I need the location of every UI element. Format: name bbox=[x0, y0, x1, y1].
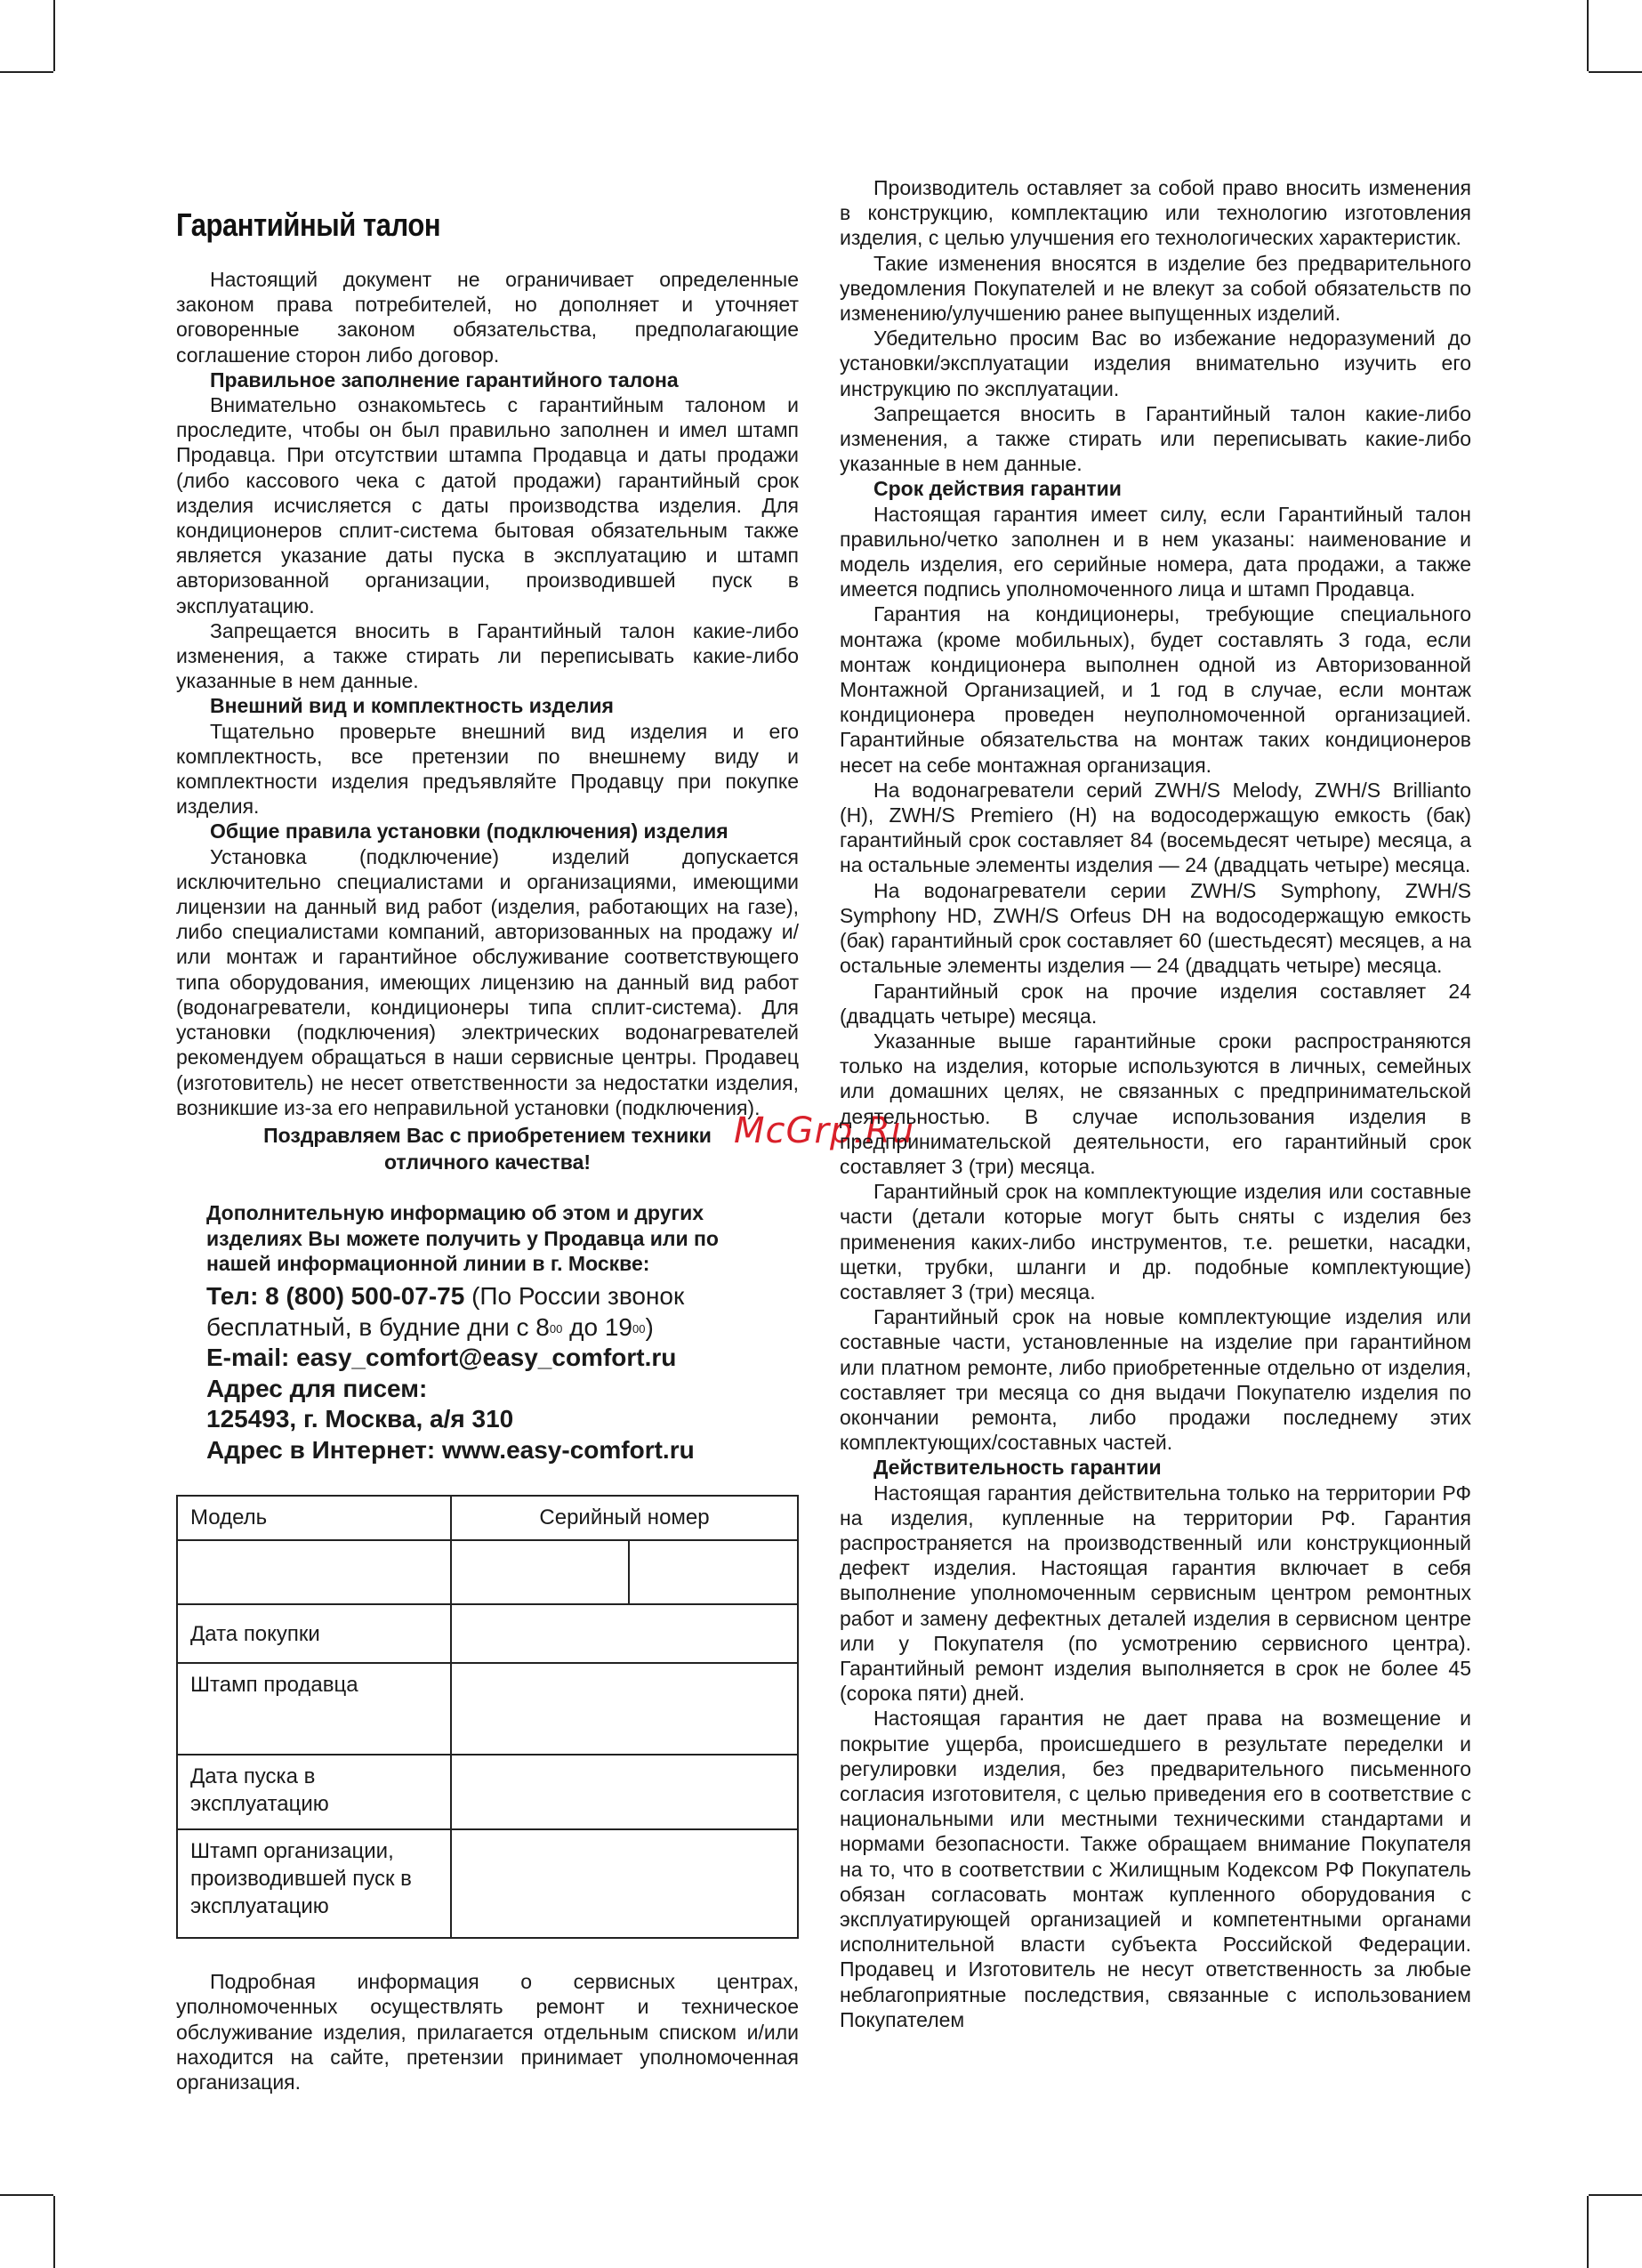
paragraph: Гарантийный срок на комплектующие изделия или составные части (детали которые могут быть сняты с изделия без применения каких-либо инструментов, т.е. решетки, насадки, щетки, трубки, шланги и др. подобные комплектующие) составляет 3 (три) месяца. bbox=[840, 1180, 1471, 1303]
serial-field-1[interactable] bbox=[451, 1540, 629, 1604]
phone-hours-text: ) bbox=[645, 1312, 654, 1341]
paragraph: Убедительно просим Вас во избежание недоразумений до установки/эксплуатации изделия внимательно изучить его инструкцию по эксплуатации. bbox=[840, 327, 1471, 400]
paragraph: Гарантийный срок на прочие изделия составляет 24 (двадцать четыре) месяца. bbox=[840, 979, 1471, 1028]
hour-to-sup: 00 bbox=[632, 1321, 646, 1336]
launch-date-line: эксплуатацию bbox=[190, 1792, 329, 1816]
paragraph: Производитель оставляет за собой право вносить изменения в конструкцию, комплектацию или технологию изготовления изделия, с целью улучшения его технологических характеристик. bbox=[840, 176, 1471, 250]
paragraph: Настоящий документ не ограничивает определенные законом права потребителей, но дополняет и уточняет оговоренные законом обязательства, предполагающие соглашение сторон либо договор. bbox=[176, 268, 799, 367]
paragraph: Такие изменения вносятся в изделие без предварительного уведомления Покупателей и не влекут за собой обязательств по изменению/улучшению ранее выпущенных изделий. bbox=[840, 251, 1471, 326]
launch-date-label bbox=[177, 1755, 451, 1829]
info-text: Дополнительную информацию об этом и других изделиях Вы можете получить у Продавца или по нашей информационной линии в г. Москве: bbox=[206, 1201, 719, 1275]
paragraph: Указанные выше гарантийные сроки распространяются только на изделия, которые используются в личных, семейных или домашних целях, не связанных с предпринимательской деятельностью. В случае использования изделия в предпринимательской деятельности, его гарантийный срок составляет 3 (три) месяца. bbox=[840, 1029, 1471, 1178]
crop-mark bbox=[0, 71, 53, 73]
warranty-card-table bbox=[176, 1495, 799, 1939]
phone-note: (По России звонок bbox=[464, 1282, 685, 1310]
phone-line bbox=[206, 1281, 811, 1312]
model-label: Модель bbox=[177, 1496, 451, 1540]
page-title: Гарантийный талон bbox=[176, 206, 441, 243]
launch-date-line: Дата пуска в bbox=[190, 1764, 316, 1788]
paragraph: Тщательно проверьте внешний вид изделия и его комплектность, все претензии по внешнему виду и комплектности изделия предъявляйте Продавцу при покупке изделия. bbox=[176, 719, 799, 819]
section-heading: Общие правила установки (подключения) изделия bbox=[210, 819, 728, 843]
service-centers-note bbox=[176, 1969, 799, 2094]
serial-label: Серийный номер bbox=[451, 1496, 798, 1540]
paragraph: Настоящая гарантия имеет силу, если Гарантийный талон правильно/четко заполнен и в нем указаны: наименование и модель изделия, его серийные номера, дата продажи, а также имеется подпись уполномоченного лица и штамп Продавца. bbox=[840, 502, 1471, 601]
org-stamp-field[interactable] bbox=[451, 1829, 798, 1938]
phone-hours-text: до 19 bbox=[562, 1312, 632, 1341]
congrats-line: отличного качества! bbox=[383, 1150, 592, 1174]
right-column bbox=[840, 175, 1471, 2032]
section-heading: Правильное заполнение гарантийного талона bbox=[210, 367, 679, 391]
crop-mark bbox=[1587, 2196, 1589, 2268]
watermark: McGrp.Ru bbox=[734, 1110, 915, 1151]
crop-mark bbox=[1589, 71, 1642, 73]
paragraph: Гарантийный срок на новые комплектующие изделия или составные части, установленные на изделие при гарантийном или платном ремонте, либо приобретенные отдельно от изделия, составляет три месяца со дня выдачи Покупателю изделия по окончании ремонта, либо продажи последнему этих комплектующих/составных частей. bbox=[840, 1305, 1471, 1455]
crop-mark bbox=[53, 0, 55, 71]
section-heading: Срок действия гарантии bbox=[873, 477, 1122, 501]
paragraph: На водонагреватели серии ZWH/S Symphony, ZWH/S Symphony HD, ZWH/S Orfeus DH на водосодержащую емкость (бак) гарантийный срок составляет 60 (шестьдесят) месяцев, а на остальные элементы изделия — 24 (двадцать четыре) месяца. bbox=[840, 878, 1471, 978]
launch-date-field[interactable] bbox=[451, 1755, 798, 1829]
address-label: Адрес для писем: bbox=[206, 1374, 428, 1402]
model-field[interactable] bbox=[177, 1540, 451, 1604]
phone-hours bbox=[206, 1312, 811, 1344]
org-stamp-line: эксплуатацию bbox=[190, 1894, 329, 1918]
org-stamp-label bbox=[177, 1829, 451, 1938]
paragraph: Установка (подключение) изделий допускается исключительно специалистами и организациями, имеющими лицензии на данный вид работ (изделия, работающих на газе), либо специалистами компаний, авторизованных на продажу и/или монтаж и гарантийное обслуживание соответствующего типа оборудования, имеющих лицензию на данный вид работ (водонагреватели, кондиционеры типа сплит-система). Для установки (подключения) электрических водонагревателей рекомендуем обращаться в наши сервисные центры. Продавец (изготовитель) не несет ответственности за недостатки изделия, возникшие из-за его неправильной установки (подключения). bbox=[176, 844, 799, 1119]
org-stamp-line: Штамп организации, bbox=[190, 1839, 394, 1863]
phone-hours-text: бесплатный, в будние дни с 8 bbox=[206, 1312, 550, 1341]
purchase-date-field[interactable] bbox=[451, 1604, 798, 1663]
seller-stamp-field[interactable] bbox=[451, 1663, 798, 1755]
crop-mark bbox=[1587, 0, 1589, 71]
paragraph: Настоящая гарантия не дает права на возмещение и покрытие ущерба, происшедшего в результате переделки и регулировки изделия, без предварительного письменного согласия изготовителя, с целью приведения его в соответствие с национальными или местными техническими стандартами и нормами безопасности. Также обращаем внимание Покупателя на то, что в соответствии с Жилищным Кодексом РФ Покупатель обязан согласовать монтаж купленного оборудования с эксплуатирующей организацией и компетентными органами исполнительной власти субъекта Российской Федерации. Продавец и Изготовитель не несут ответственность за любые неблагоприятные последствия, связанные с использованием Покупателем bbox=[840, 1707, 1471, 2031]
section-heading: Действительность гарантии bbox=[873, 1456, 1162, 1480]
email-line[interactable]: E-mail: easy_comfort@easy_comfort.ru bbox=[206, 1344, 677, 1371]
crop-mark bbox=[1589, 2194, 1642, 2196]
section-heading: Внешний вид и комплектность изделия bbox=[210, 694, 614, 718]
left-column bbox=[176, 267, 799, 1120]
paragraph: Запрещается вносить в Гарантийный талон какие-либо изменения, а также стирать ли переписывать какие-либо указанные в нем данные. bbox=[176, 618, 799, 693]
paragraph: Внимательно ознакомьтесь с гарантийным талоном и проследите, чтобы он был правильно заполнен и имел штамп Продавца. При отсутствии штампа Продавца и даты продажи (либо кассового чека с датой продажи) гарантийный срок изделия исчисляется с даты производства изделия. Для кондиционеров сплит-система бытовая обязательным также является указание даты пуска в эксплуатацию и штамп авторизованной организации, производившей пуск в эксплуатацию. bbox=[176, 393, 799, 617]
paragraph: Настоящая гарантия действительна только на территории РФ на изделия, купленные на территории РФ. Гарантия распространяется на производственный или конструкционный дефект изделия. Настоящая гарантия включает в себя выполнение уполномоченным сервисным центром ремонтных работ и замену дефектных деталей изделия в сервисном центре или у Покупателя (по усмотрению сервисного центра). Гарантийный ремонт изделия выполняется в срок не более 45 (сорока пяти) дней. bbox=[840, 1481, 1471, 1706]
crop-mark bbox=[53, 2196, 55, 2268]
hour-from-sup: 00 bbox=[549, 1321, 563, 1336]
address-line: 125493, г. Москва, а/я 310 bbox=[206, 1405, 514, 1433]
website-line[interactable]: Адрес в Интернет: www.easy-comfort.ru bbox=[206, 1435, 695, 1464]
phone-number: Тел: 8 (800) 500-07-75 bbox=[206, 1282, 465, 1310]
serial-field-2[interactable] bbox=[629, 1540, 798, 1604]
service-centers-text: Подробная информация о сервисных центрах, уполномоченных осуществлять ремонт и техническое обслуживание изделия, прилагается отдельным списком и/или находится на сайте, претензии принимает уполномоченная организация. bbox=[176, 1970, 799, 2094]
org-stamp-line: производившей пуск в bbox=[190, 1867, 412, 1891]
seller-stamp-label: Штамп продавца bbox=[177, 1663, 451, 1755]
paragraph: На водонагреватели серий ZWH/S Melody, ZWH/S Brillianto (H), ZWH/S Premiero (H) на водосодержащую емкость (бак) гарантийный срок составляет 84 (восемьдесят четыре) месяца, а на остальные элементы изделия — 24 (двадцать четыре) месяца. bbox=[840, 778, 1471, 877]
paragraph: Гарантия на кондиционеры, требующие специального монтажа (кроме мобильных), будет составлять 3 года, если монтаж кондиционера выполнен одной из Авторизованной Монтажной Организацией, и 1 год в случае, если монтаж кондиционера проведен неуполномоченной организацией. Гарантийные обязательства на монтаж таких кондиционеров несет на себе монтажная организация. bbox=[840, 602, 1471, 777]
congrats-line: Поздравляем Вас с приобретением техники bbox=[263, 1124, 712, 1147]
crop-mark bbox=[0, 2194, 53, 2196]
purchase-date-label: Дата покупки bbox=[177, 1604, 451, 1663]
paragraph: Запрещается вносить в Гарантийный талон какие-либо изменения, а также стирать или переписывать какие-либо указанные в нем данные. bbox=[840, 401, 1471, 476]
congrats-message bbox=[176, 1122, 799, 1175]
contacts-block bbox=[206, 1281, 811, 1465]
